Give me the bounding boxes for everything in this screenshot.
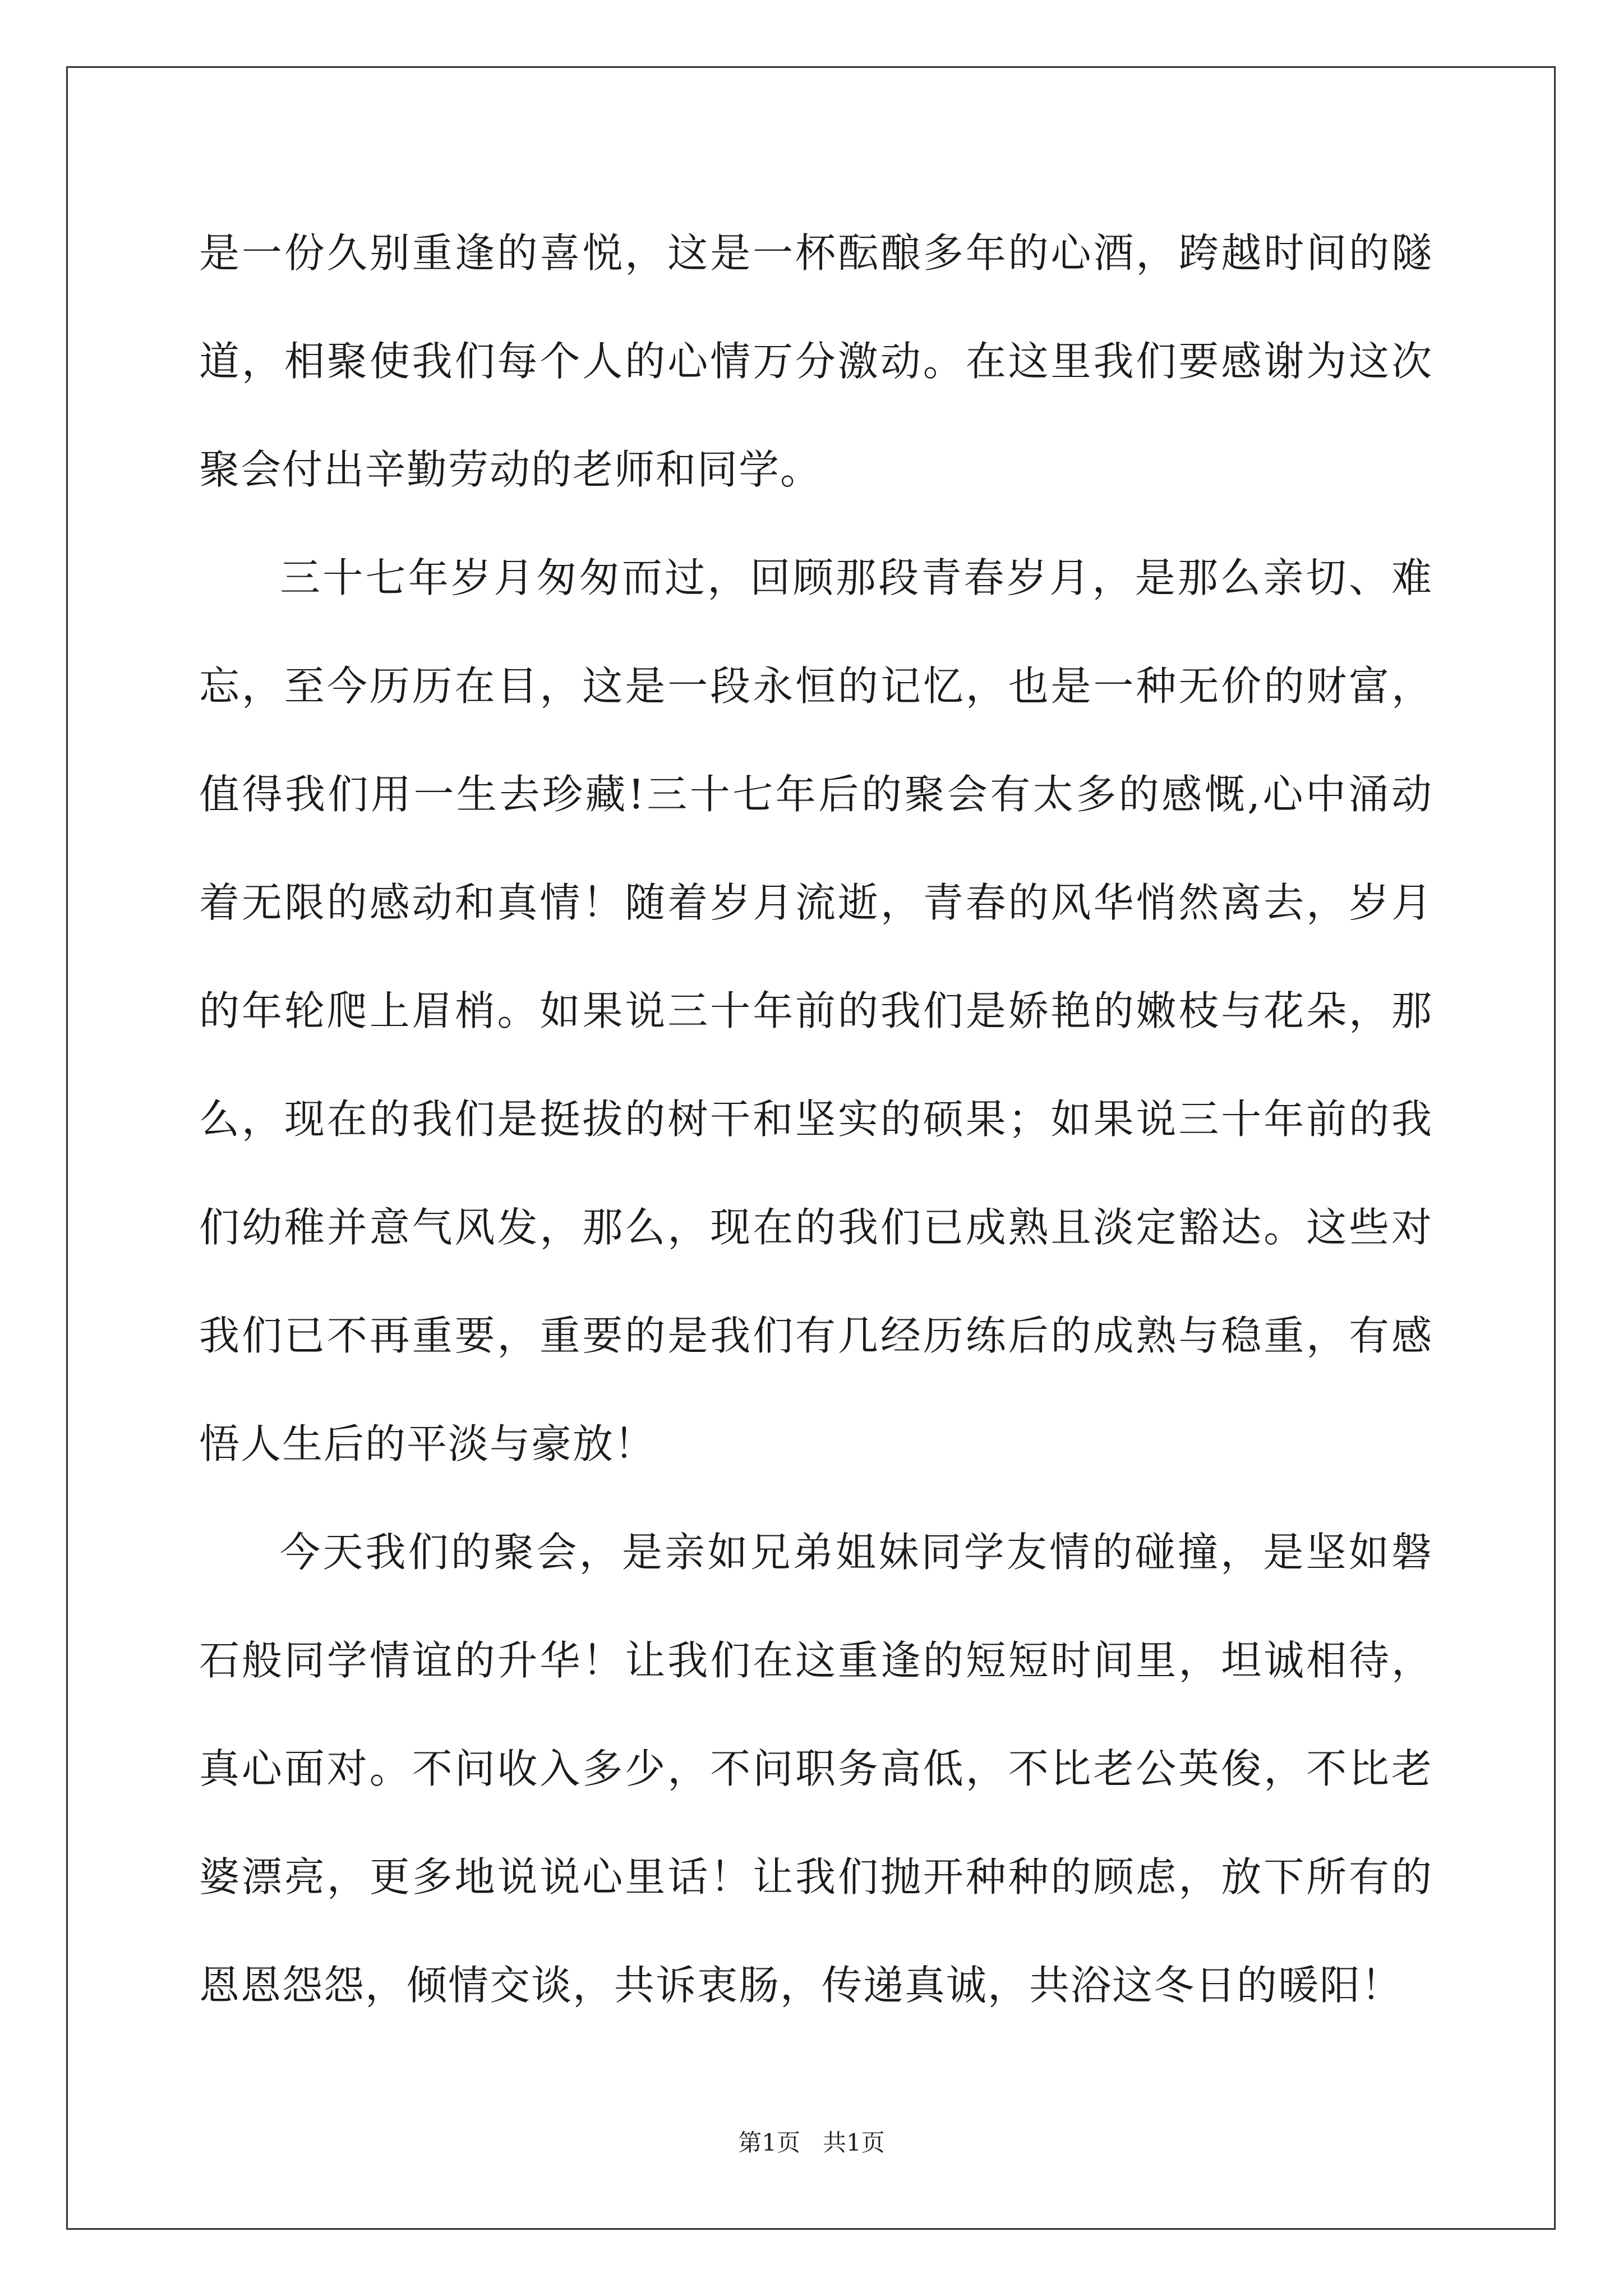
paragraph-1: 是一份久别重逢的喜悦，这是一杯酝酿多年的心酒，跨越时间的隧道，相聚使我们每个人的心情万分激动。在这里我们要感谢为这次聚会付出辛勤劳动的老师和同学。 [199,229,1433,493]
page-number-footer: 第1页 共1页 [738,2129,885,2156]
paragraph-3: 今天我们的聚会，是亲如兄弟姐妹同学友情的碰撞，是坚如磐石般同学情谊的升华！让我们在这重逢的短短时间里，坦诚相待，真心面对。不问收入多少，不问职务高低，不比老公英俊，不比老婆漂亮，更多地说说心里话！让我们抛开种种的顾虑，放下所有的恩恩怨怨，倾情交谈，共诉衷肠，传递真诚，共浴这冬日的暖阳！ [199,1529,1433,2009]
paragraph-2: 三十七年岁月匆匆而过，回顾那段青春岁月，是那么亲切、难忘，至今历历在目，这是一段永恒的记忆，也是一种无价的财富，值得我们用一生去珍藏!三十七年后的聚会有太多的感慨,心中涌动着无限的感动和真情！随着岁月流逝，青春的风华悄然离去，岁月的年轮爬上眉梢。如果说三十年前的我们是娇艳的嫩枝与花朵，那么，现在的我们是挺拔的树干和坚实的硕果；如果说三十年前的我们幼稚并意气风发，那么，现在的我们已成熟且淡定豁达。这些对我们已不再重要，重要的是我们有几经历练后的成熟与稳重，有感悟人生后的平淡与豪放！ [199,554,1433,1467]
document-body [199,199,1433,2040]
